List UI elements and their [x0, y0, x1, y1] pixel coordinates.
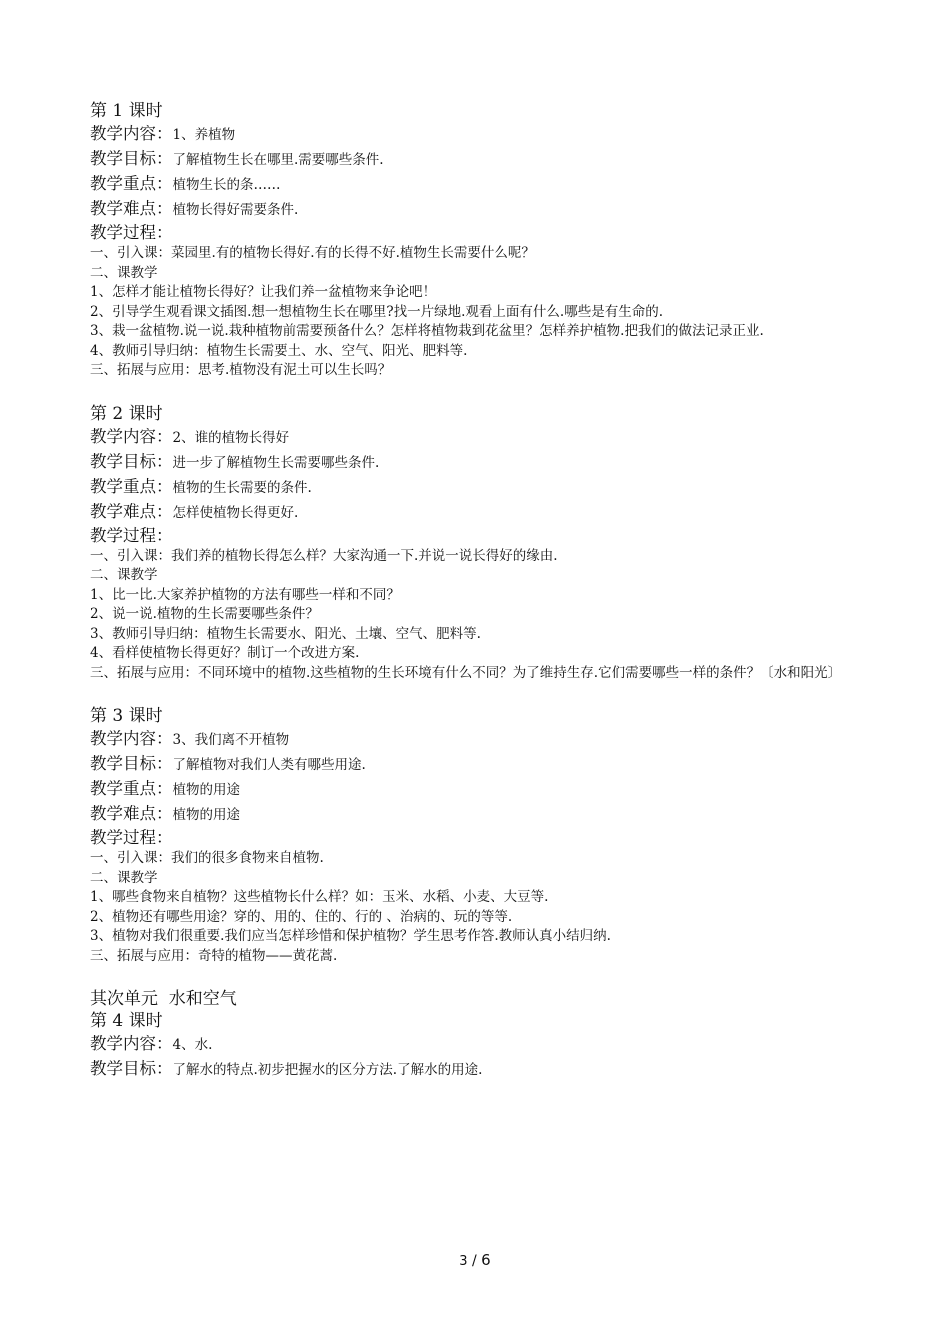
teaching-goal: 教学目标：了解植物生长在哪里.需要哪些条件.	[90, 149, 384, 168]
teaching-difficulty: 教学难点：怎样使植物长得更好.	[90, 501, 299, 521]
process-line: 二、课教学	[90, 264, 158, 281]
lesson-heading: 第 1 课时	[90, 101, 163, 121]
teaching-process-label: 教学过程：	[90, 525, 173, 545]
process-line: 3、栽一盆植物.说一说.栽种植物前需要预备什么？怎样将植物栽到花盆里？怎样养护植物.把我们的做法记录正业.	[90, 323, 764, 339]
process-line: 一、引入课：菜园里.有的植物长得好.有的长得不好.植物生长需要什么呢？	[90, 245, 535, 261]
lesson-heading: 第 2 课时	[90, 403, 163, 424]
process-line: 1、比一比.大家养护植物的方法有哪些一样和不同？	[90, 586, 400, 603]
current-page: 3	[459, 1254, 468, 1269]
process-line: 二、课教学	[90, 567, 158, 583]
process-line: 2、植物还有哪些用途？穿的、用的、住的、行的 、治病的、玩的等等.	[90, 908, 513, 925]
lesson-heading: 第 3 课时	[90, 706, 163, 726]
teaching-content: 教学内容：3、我们离不开植物	[90, 729, 290, 748]
page-number	[0, 1251, 950, 1269]
teaching-key-point: 教学重点：植物的用途	[90, 779, 240, 798]
unit-title: 其次单元 水和空气	[90, 989, 237, 1009]
process-line: 三、拓展与应用：思考.植物没有泥土可以生长吗？	[90, 362, 392, 378]
process-line: 1、怎样才能让植物长得好？让我们养一盆植物来争论吧！	[90, 284, 437, 300]
process-line: 2、引导学生观看课文插图.想一想植物生长在哪里?找一片绿地.观看上面有什么.哪些是有生命的.	[90, 303, 663, 320]
teaching-goal: 教学目标：了解植物对我们人类有哪些用途.	[90, 754, 366, 773]
process-line: 3、植物对我们很重要.我们应当怎样珍惜和保护植物？学生思考作答.教师认真小结归纳.	[90, 928, 611, 944]
document-page	[90, 100, 860, 1104]
process-line: 三、拓展与应用：不同环境中的植物.这些植物的生长环境有什么不同？为了维持生存.它们需要哪些一样的条件？〔水和阳光〕	[90, 664, 842, 681]
teaching-process-label: 教学过程：	[90, 828, 173, 847]
teaching-key-point: 教学重点：植物的生长需要的条件.	[90, 476, 312, 496]
page-separator: /	[467, 1253, 482, 1269]
lesson-heading: 第 4 课时	[90, 1011, 163, 1031]
process-line: 三、拓展与应用：奇特的植物——黄花蒿.	[90, 947, 338, 964]
teaching-content: 教学内容：4、水.	[90, 1034, 213, 1053]
teaching-process-label: 教学过程：	[90, 223, 173, 242]
lesson-1	[90, 100, 860, 381]
teaching-goal: 教学目标：了解水的特点.初步把握水的区分方法.了解水的用途.	[90, 1059, 483, 1078]
teaching-content: 教学内容：2、谁的植物长得好	[90, 426, 290, 446]
teaching-difficulty: 教学难点：植物的用途	[90, 804, 240, 823]
process-line: 1、哪些食物来自植物？这些植物长什么样？如：玉米、水稻、小麦、大豆等.	[90, 889, 549, 905]
process-line: 3、教师引导归纳：植物生长需要水、阳光、土壤、空气、肥料等.	[90, 625, 481, 642]
teaching-key-point: 教学重点：植物生长的条……	[90, 174, 281, 193]
process-line: 2、说一说.植物的生长需要哪些条件？	[90, 606, 319, 622]
teaching-content: 教学内容：1、养植物	[90, 124, 236, 143]
process-line: 4、看样使植物长得更好？制订一个改进方案.	[90, 645, 360, 661]
total-pages: 6	[481, 1251, 491, 1269]
process-line: 4、教师引导归纳：植物生长需要土、水、空气、阳光、肥料等.	[90, 342, 468, 359]
lesson-2	[90, 403, 860, 684]
lesson-3	[90, 705, 860, 966]
process-line: 一、引入课：我们养的植物长得怎么样？大家沟通一下.并说一说长得好的缘由.	[90, 547, 558, 564]
unit-2	[90, 988, 860, 1082]
teaching-difficulty: 教学难点：植物长得好需要条件.	[90, 199, 299, 218]
process-line: 二、课教学	[90, 869, 158, 886]
process-line: 一、引入课：我们的很多食物来自植物.	[90, 850, 324, 866]
teaching-goal: 教学目标：进一步了解植物生长需要哪些条件.	[90, 451, 380, 471]
